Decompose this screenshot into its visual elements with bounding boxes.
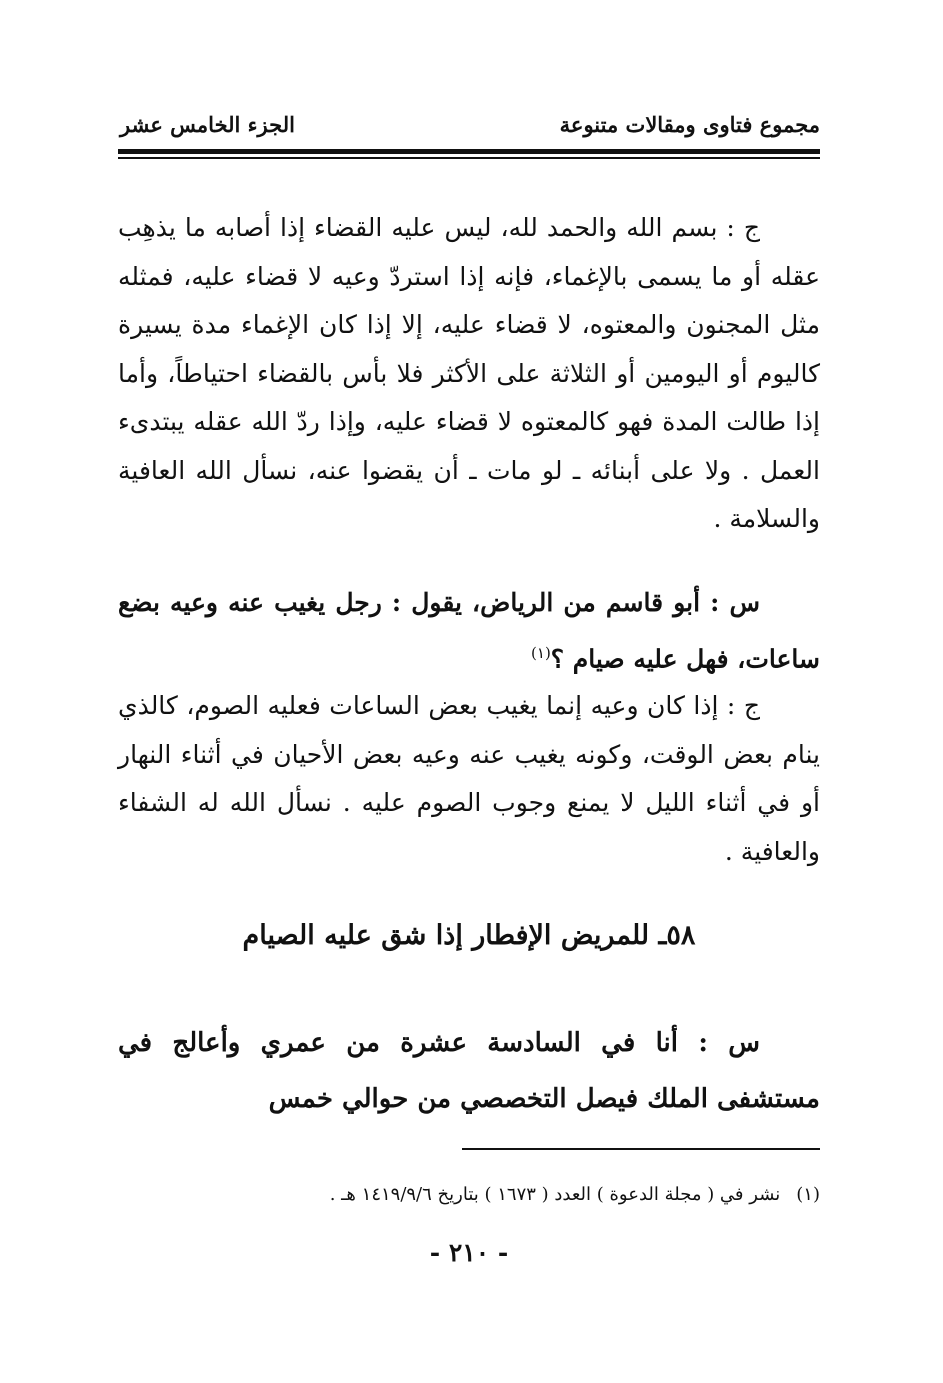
- running-header: [120, 112, 820, 146]
- footnote: [118, 1184, 820, 1205]
- answer-paragraph-2: ج : إذا كان وعيه إنما يغيب بعض الساعات فعليه الصوم، كالذي ينام بعض الوقت، وكونه يغيب عنه وعيه بعض الأحيان في أثناء النهار أو في أثناء الليل لا يمنع وجوب الصوم عليه . نسأل الله له الشفاء والعافية .: [118, 691, 820, 866]
- page-number: - ٢١٠ -: [429, 1238, 509, 1267]
- footnote-text: نشر في ( مجلة الدعوة ) العدد ( ١٦٧٣ ) بتاريخ ١٤١٩/٩/٦ هـ .: [329, 1184, 781, 1205]
- header-rule-thin: [118, 157, 820, 159]
- volume-label: الجزء الخامس عشر: [120, 112, 295, 137]
- section-heading: ٥٨ـ للمريض الإفطار إذا شق عليه الصيام: [242, 920, 696, 951]
- book-title: مجموع فتاوى ومقالات متنوعة: [559, 112, 820, 137]
- footnote-separator: [462, 1148, 820, 1150]
- question-paragraph-3: س : أنا في السادسة عشرة من عمري وأعالج في مستشفى الملك فيصل التخصصي من حوالي خمس: [118, 1028, 820, 1114]
- question-2-text: س : أبو قاسم من الرياض، يقول : رجل يغيب عنه وعيه بضع ساعات، فهل عليه صيام ؟: [118, 588, 820, 674]
- footnote-marker: (١): [796, 1184, 820, 1205]
- question-paragraph-2: [118, 578, 820, 684]
- header-rule-thick: [118, 149, 820, 154]
- answer-paragraph-1: ج : بسم الله والحمد لله، ليس عليه القضاء إذا أصابه ما يذهِب عقله أو ما يسمى بالإغماء، فإنه إذا استردّ وعيه لا قضاء عليه، فمثله مثل المجنون والمعتوه، لا قضاء عليه، إلا إذا كان الإغماء مدة يسيرة كاليوم أو اليومين أو الثلاثة على الأكثر فلا بأس بالقضاء احتياطاً، وأما إذا طالت المدة فهو كالمعتوه لا قضاء عليه، وإذا ردّ الله عقله يبتدىء العمل . ولا على أبنائه ـ لو مات ـ أن يقضوا عنه، نسأل الله العافية والسلامة .: [118, 213, 820, 533]
- footnote-reference: (١): [531, 644, 551, 662]
